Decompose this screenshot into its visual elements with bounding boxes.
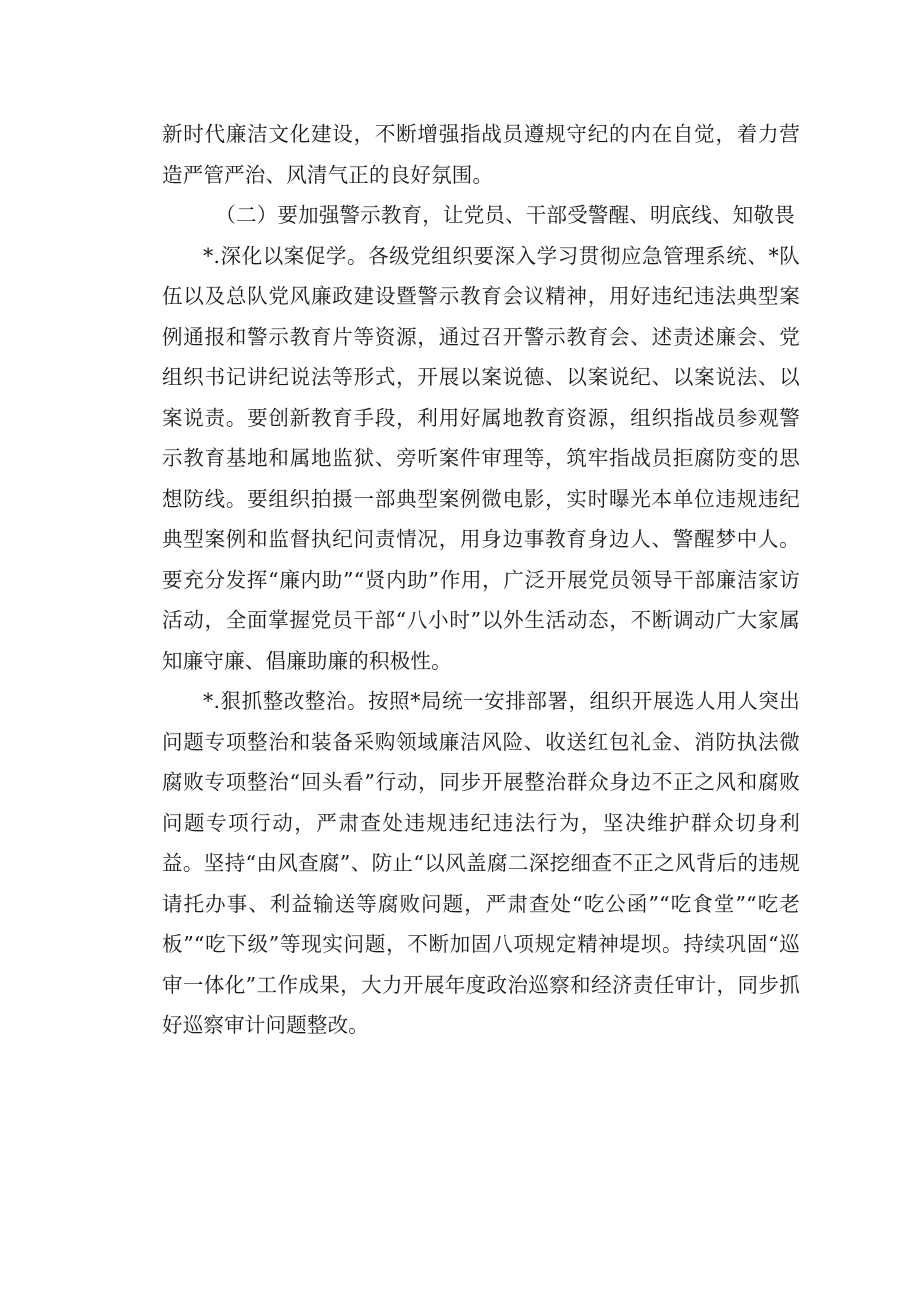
paragraph-case-study: *.深化以案促学。各级党组织要深入学习贯彻应急管理系统、*队伍以及总队党风廉政建设暨警示教育会议精神，用好违纪违法典型案例通报和警示教育片等资源，通过召开警示教育会、述责述廉会、党组织书记讲纪说法等形式，开展以案说德、以案说纪、以案说法、以案说责。要创新教育手段，利用好属地教育资源，组织指战员参观警示教育基地和属地监狱、旁听案件审理等，筑牢指战员拒腐防变的思想防线。要组织拍摄一部典型案例微电影，实时曝光本单位违规违纪典型案例和监督执纪问责情况，用身边事教育身边人、警醒梦中人。要充分发挥“廉内助”“贤内助”作用，广泛开展党员领导干部廉洁家访活动，全面掌握党员干部“八小时”以外生活动态，不断调动广大家属知廉守廉、倡廉助廉的积极性。 — [162, 243, 800, 673]
paragraph-rectification: *.狠抓整改整治。按照*局统一安排部署，组织开展选人用人突出问题专项整治和装备采购领域廉洁风险、收送红包礼金、消防执法微腐败专项整治“回头看”行动，同步开展整治群众身边不正之风和腐败问题专项行动，严肃查处违规违纪违法行为，坚决维护群众切身利益。坚持“由风查腐”、防止“以风盖腐二深挖细查不正之风背后的违规请托办事、利益输送等腐败问题，严肃查处“吃公函”“吃食堂”“吃老板”“吃下级”等现实问题，不断加固八项规定精神堤坝。持续巩固“巡审一体化”工作成果，大力开展年度政治巡察和经济责任审计，同步抓好巡察审计问题整改。 — [162, 689, 800, 1037]
paragraph-continuation: 新时代廉洁文化建设，不断增强指战员遵规守纪的内在自觉，着力营造严管严治、风清气正的良好氛围。 — [162, 122, 800, 187]
section-heading: （二）要加强警示教育，让党员、干部受警醒、明底线、知敬畏 — [215, 203, 795, 227]
document-body — [162, 114, 800, 1046]
